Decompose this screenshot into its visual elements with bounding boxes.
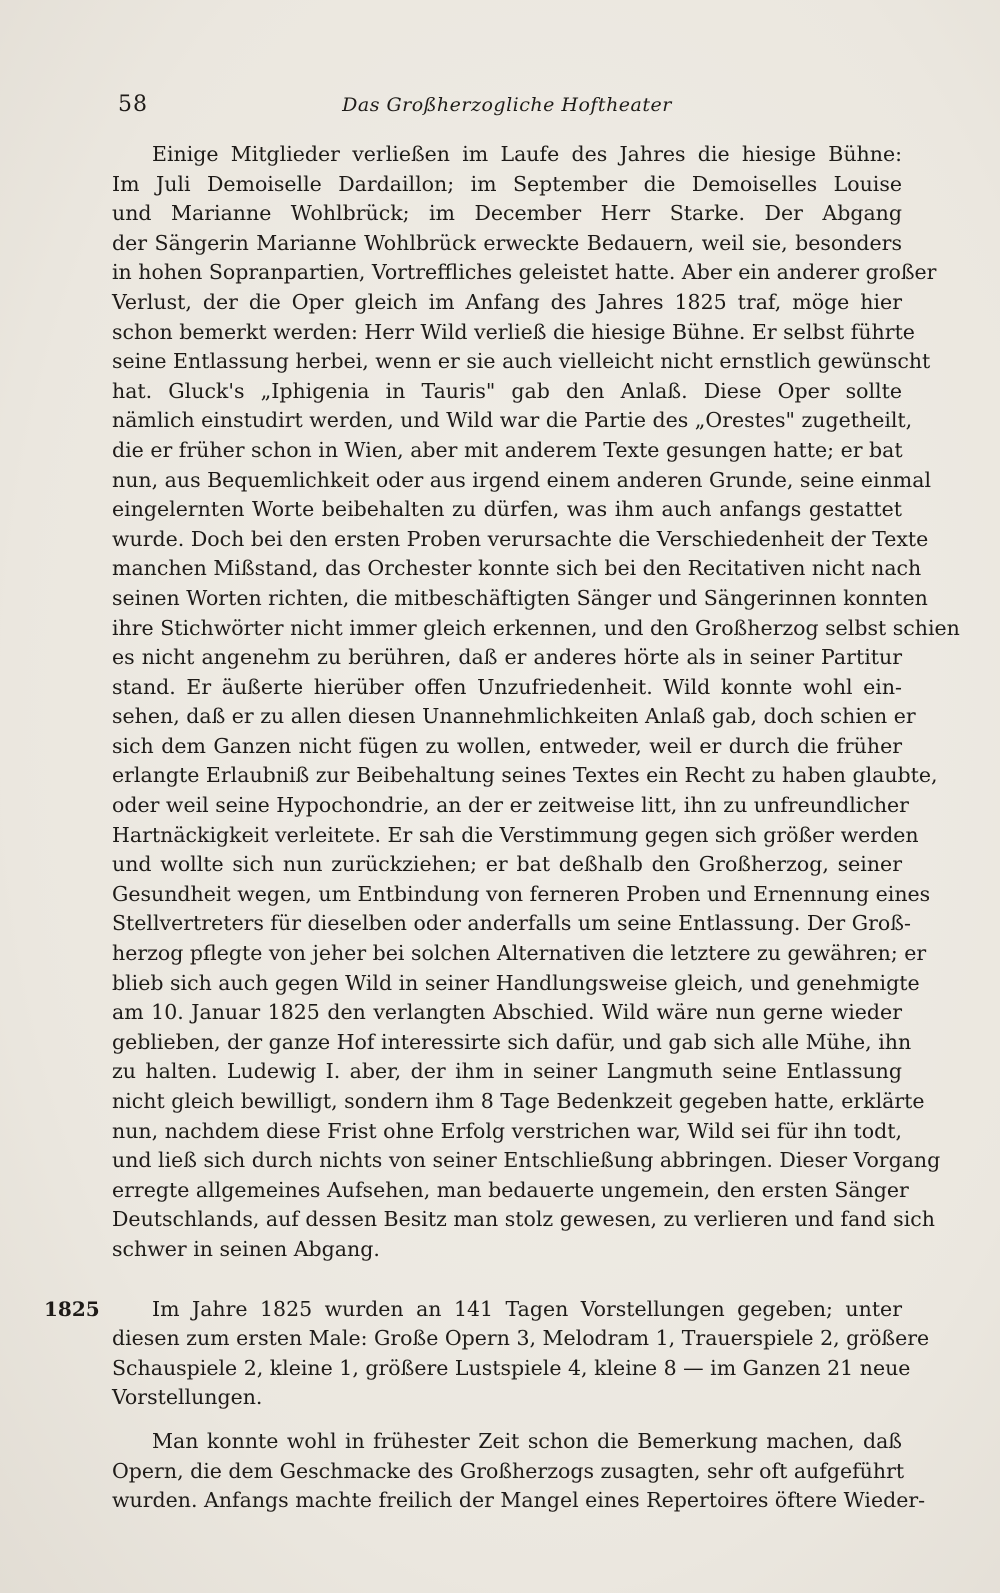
text-line: erlangte Erlaubniß zur Beibehaltung seines Textes ein Recht zu haben glaubte, xyxy=(112,763,938,788)
text-line: wurde. Doch bei den ersten Proben verursachte die Verschiedenheit der Texte xyxy=(112,526,929,551)
text-line: Vorstellungen. xyxy=(112,1385,263,1410)
paragraph-repertoire xyxy=(112,1427,926,1516)
margin-year-note: 1825 xyxy=(44,1296,100,1321)
text-line: sehen, daß er zu allen diesen Unannehmlichkeiten Anlaß gab, doch schien er xyxy=(112,704,916,729)
text-line: ihre Stichwörter nicht immer gleich erkennen, und den Großherzog selbst schien xyxy=(112,615,960,640)
page-number: 58 xyxy=(118,92,148,117)
text-line: nicht gleich bewilligt, sondern ihm 8 Tage Bedenkzeit gegeben hatte, erklärte xyxy=(112,1089,925,1113)
text-line: Opern, die dem Geschmacke des Großherzogs zusagten, sehr oft aufgeführt xyxy=(112,1458,905,1483)
text-line: Man konnte wohl in frühester Zeit schon die Bemerkung machen, daß xyxy=(152,1428,902,1453)
text-line: am 10. Januar 1825 den verlangten Abschied. Wild wäre nun gerne wieder xyxy=(112,1000,902,1025)
text-line: geblieben, der ganze Hof interessirte sich dafür, und gab sich alle Mühe, ihn xyxy=(112,1029,912,1054)
text-line: die er früher schon in Wien, aber mit anderem Texte gesungen hatte; er bat xyxy=(112,437,903,462)
text-line: herzog pflegte von jeher bei solchen Alternativen die letztere zu gewähren; er xyxy=(112,941,927,966)
running-title: Das Großherzogliche Hoftheater xyxy=(342,94,672,116)
text-line: schon bemerkt werden: Herr Wild verließ die hiesige Bühne. Er selbst führte xyxy=(112,319,915,344)
text-line: hat. Gluck's „Iphigenia in Tauris" gab den Anlaß. Diese Oper sollte xyxy=(112,378,902,403)
text-line: seine Entlassung herbei, wenn er sie auch vielleicht nicht ernstlich gewünscht xyxy=(112,349,931,374)
text-line: es nicht angenehm zu berühren, daß er anderes hörte als in seiner Partitur xyxy=(112,645,902,670)
text-line: nämlich einstudirt werden, und Wild war die Partie des „Orestes" zugetheilt, xyxy=(112,408,913,433)
text-line: blieb sich auch gegen Wild in seiner Handlungsweise gleich, und genehmigte xyxy=(112,970,920,995)
text-line: schwer in seinen Abgang. xyxy=(112,1236,380,1261)
text-line: Gesundheit wegen, um Entbindung von ferneren Proben und Ernennung eines xyxy=(112,881,931,906)
text-line: manchen Mißstand, das Orchester konnte sich bei den Recitativen nicht nach xyxy=(112,556,922,581)
text-line: oder weil seine Hypochondrie, an der er zeitweise litt, ihn zu unfreundlicher xyxy=(112,793,909,818)
text-line: diesen zum ersten Male: Große Opern 3, Melodram 1, Trauerspiele 2, größere xyxy=(112,1326,930,1351)
text-line: und Marianne Wohlbrück; im December Herr Starke. Der Abgang xyxy=(112,201,902,226)
text-line: zu halten. Ludewig I. aber, der ihm in seiner Langmuth seine Entlassung xyxy=(112,1059,902,1084)
text-line: nun, aus Bequemlichkeit oder aus irgend einem anderen Grunde, seine einmal xyxy=(112,467,932,492)
text-line: nun, nachdem diese Frist ohne Erfolg verstrichen war, Wild sei für ihn todt, xyxy=(112,1118,902,1143)
text-line: Stellvertreters für dieselben oder anderfalls um seine Entlassung. Der Groß- xyxy=(112,911,911,936)
body-text xyxy=(44,140,960,1516)
text-line: Einige Mitglieder verließen im Laufe des Jahres die hiesige Bühne: xyxy=(152,142,902,166)
page-header xyxy=(112,88,902,128)
text-line: Im Juli Demoiselle Dardaillon; im September die Demoiselles Louise xyxy=(112,171,902,196)
text-line: stand. Er äußerte hierüber offen Unzufriedenheit. Wild konnte wohl ein- xyxy=(112,674,902,699)
text-line: erregte allgemeines Aufsehen, man bedauerte ungemein, den ersten Sänger xyxy=(112,1177,909,1202)
text-line: Schauspiele 2, kleine 1, größere Lustspiele 4, kleine 8 — im Ganzen 21 neue xyxy=(112,1355,911,1380)
text-line: Deutschlands, auf dessen Besitz man stolz gewesen, zu verlieren und fand sich xyxy=(112,1207,935,1232)
paragraph-1825-statistics xyxy=(112,1295,930,1413)
text-line: in hohen Sopranpartien, Vortreffliches geleistet hatte. Aber ein anderer großer xyxy=(112,260,937,285)
text-line: Hartnäckigkeit verleitete. Er sah die Verstimmung gegen sich größer werden xyxy=(112,822,919,847)
text-line: Verlust, der die Oper gleich im Anfang des Jahres 1825 traf, möge hier xyxy=(112,289,902,314)
text-line: und ließ sich durch nichts von seiner Entschließung abbringen. Dieser Vorgang xyxy=(112,1148,941,1173)
text-line: und wollte sich nun zurückziehen; er bat deßhalb den Großherzog, seiner xyxy=(112,852,902,877)
text-line: wurden. Anfangs machte freilich der Mangel eines Repertoires öftere Wieder- xyxy=(112,1488,926,1513)
year-1825-section xyxy=(44,1295,930,1413)
text-line: der Sängerin Marianne Wohlbrück erweckte Bedauern, weil sie, besonders xyxy=(112,230,902,255)
text-line: seinen Worten richten, die mitbeschäftigten Sänger und Sängerinnen konnten xyxy=(112,585,928,610)
text-line: eingelernten Worte beibehalten zu dürfen, was ihm auch anfangs gestattet xyxy=(112,497,902,522)
text-line: Im Jahre 1825 wurden an 141 Tagen Vorstellungen gegeben; unter xyxy=(152,1296,902,1321)
paragraph-wild-departure xyxy=(112,140,960,1265)
text-line: sich dem Ganzen nicht fügen zu wollen, entweder, weil er durch die früher xyxy=(112,733,902,758)
